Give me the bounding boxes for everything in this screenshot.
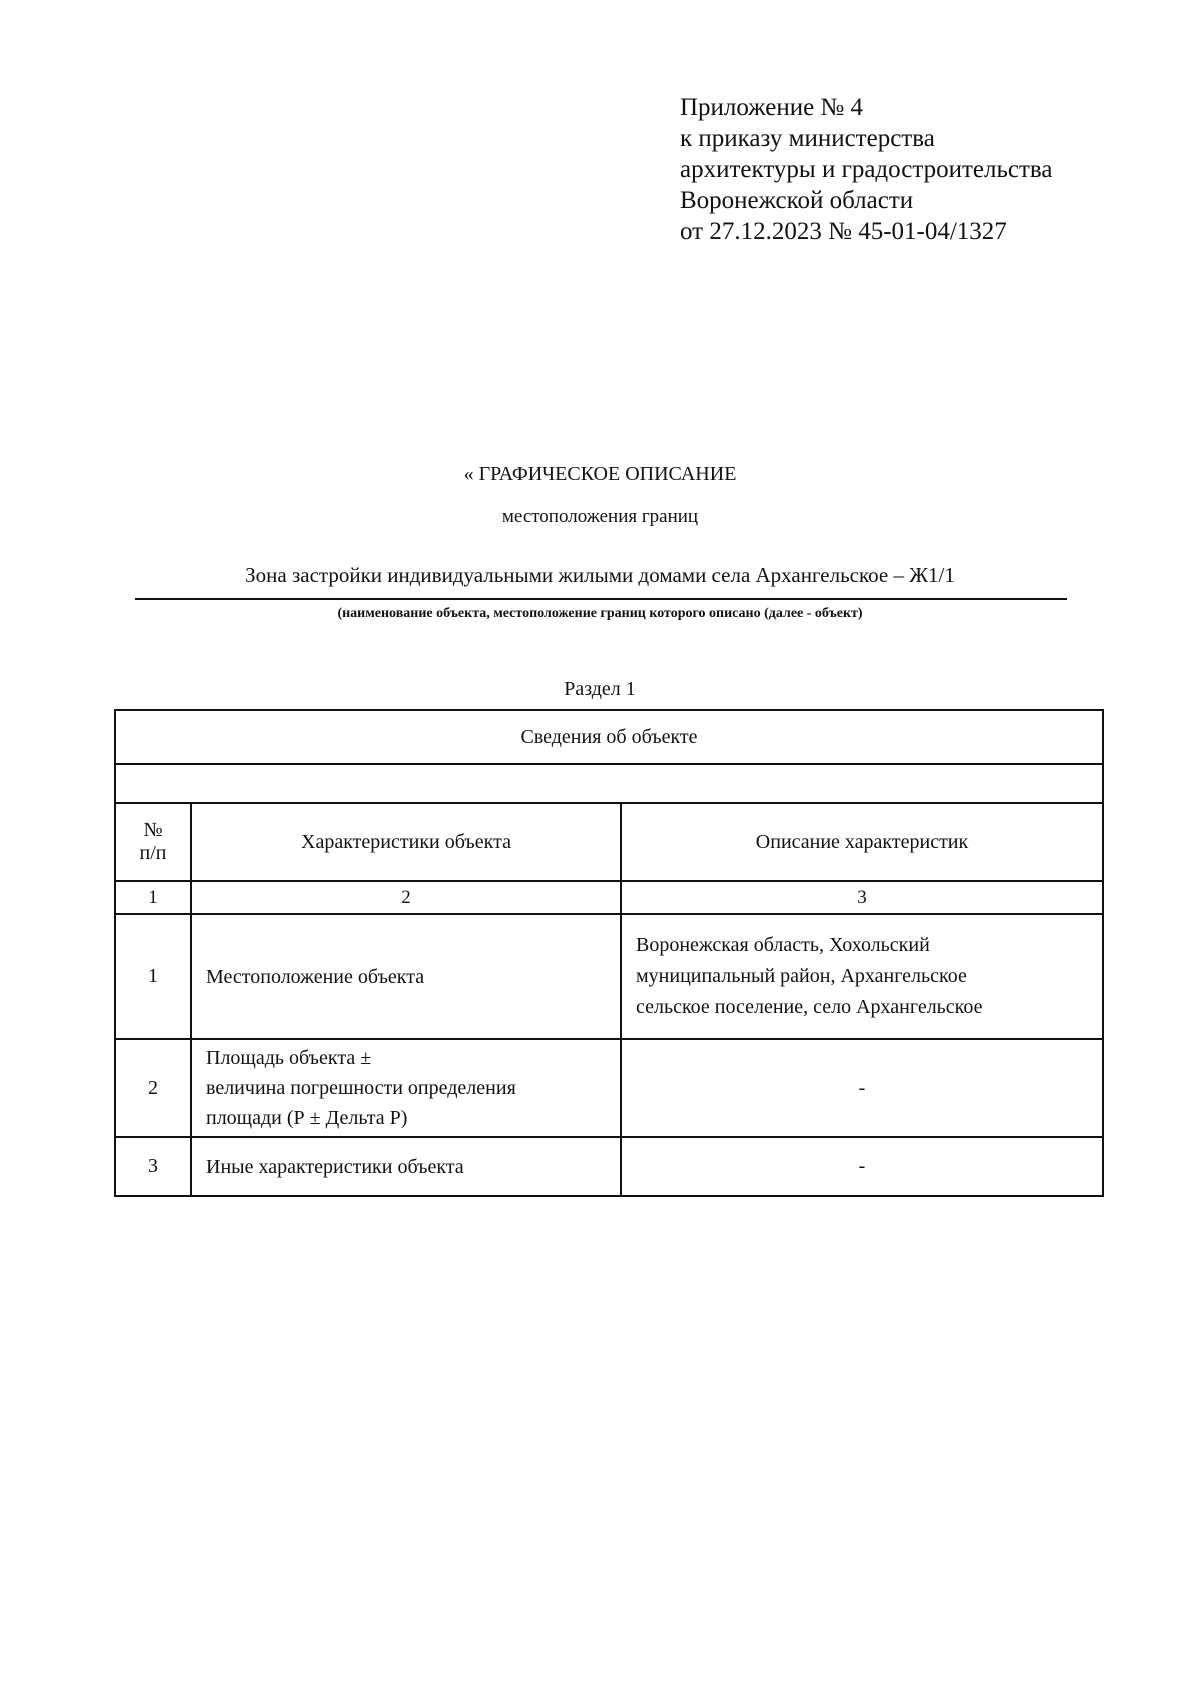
appendix-line: Приложение № 4	[680, 94, 864, 121]
document-subtitle: местоположения границ	[501, 506, 699, 527]
row-characteristic-line: площади (Р ± Дельта Р)	[206, 1107, 408, 1129]
table-row	[115, 1137, 1103, 1196]
row-description	[621, 1137, 1103, 1196]
appendix-line: к приказу министерства	[680, 125, 935, 152]
header-num-line: п/п	[139, 842, 167, 864]
header-num	[115, 803, 191, 881]
empty-cell	[115, 764, 1103, 803]
object-name-caption: (наименование объекта, местоположение границ которого описано (далее - объект)	[337, 606, 863, 621]
document-title: « ГРАФИЧЕСКОЕ ОПИСАНИЕ	[463, 463, 737, 485]
row-description-line: -	[858, 1076, 866, 1099]
row-description-line: муниципальный район, Архангельское	[636, 965, 967, 987]
table-row	[115, 1039, 1103, 1137]
index-cell: 2	[191, 881, 621, 914]
row-number: 1	[115, 914, 191, 1039]
table-row	[115, 914, 1103, 1039]
row-number: 3	[115, 1137, 191, 1196]
row-characteristic-line: величина погрешности определения	[206, 1077, 516, 1099]
row-characteristic-line: Иные характеристики объекта	[206, 1155, 464, 1178]
appendix-line: архитектуры и градостроительства	[680, 156, 1053, 183]
table-caption-row	[115, 710, 1103, 764]
row-number: 2	[115, 1039, 191, 1137]
table-header-row	[115, 803, 1103, 881]
section-label: Раздел 1	[564, 678, 636, 700]
object-name: Зона застройки индивидуальными жилыми домами села Архангельское – Ж1/1	[245, 563, 955, 587]
object-info-table	[114, 709, 1104, 1197]
row-description-line: -	[858, 1155, 866, 1177]
row-description-line: сельское поселение, село Архангельское	[636, 996, 983, 1018]
row-characteristic-line: Местоположение объекта	[206, 965, 425, 988]
index-cell: 3	[621, 881, 1103, 914]
row-description	[621, 914, 1103, 1039]
header-description: Описание характеристик	[621, 803, 1103, 881]
row-characteristic	[191, 914, 621, 1039]
row-characteristic	[191, 1137, 621, 1196]
object-name-underline	[135, 598, 1067, 600]
appendix-line: Воронежской области	[680, 187, 914, 214]
row-characteristic-line: Площадь объекта ±	[206, 1047, 372, 1069]
table-empty-row	[115, 764, 1103, 803]
row-description-line: Воронежская область, Хохольский	[636, 934, 930, 956]
header-num-line: №	[143, 819, 163, 841]
header-characteristic: Характеристики объекта	[191, 803, 621, 881]
table-index-row	[115, 881, 1103, 914]
index-cell: 1	[115, 881, 191, 914]
table-caption: Сведения об объекте	[115, 710, 1103, 764]
row-description	[621, 1039, 1103, 1137]
row-characteristic	[191, 1039, 621, 1137]
appendix-block	[680, 92, 1052, 247]
appendix-line: от 27.12.2023 № 45-01-04/1327	[680, 218, 1007, 245]
